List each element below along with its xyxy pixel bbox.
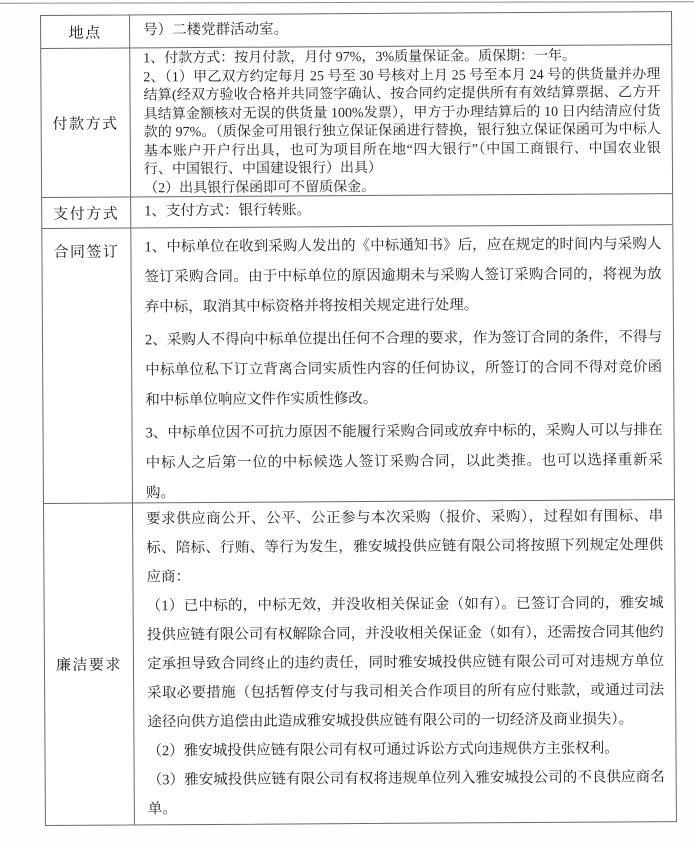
row-header-cell [42,197,131,228]
row-header-label: 地点 [68,25,102,42]
paragraph: 号）二楼党群活动室。 [143,21,289,39]
paragraph: （2）雅安城投供应链有限公司有权可通过诉讼方式向违规供方主张权利。 [147,740,619,760]
paragraph: 要求供应商公开、公平、公正参与本次采购（报价、采购），过程如有围标、串标、陪标、行贿、等行为发生，雅安城投供应链有限公司将按照下列规定处理供应商： [146,508,664,586]
row-content-cell [130,12,671,47]
row-header-cell [42,228,133,503]
paragraph: 3、中标单位因不可抗力原因不能履行采购合同或放弃中标的，采购人可以与排在中标人之后第一位的中标候选人签订采购合同，以此类推。也可以选择重新采购。 [145,422,663,502]
row-content-cell [131,194,672,227]
row-header-cell [44,503,135,825]
previous-row-cut-line [0,1,694,3]
paragraph: （2）出具银行保函即可不留质保金。 [144,179,376,196]
row-header-label: 廉洁要求 [55,657,123,674]
table-row [41,12,671,48]
paragraph: 2、采购人不得向中标单位提出任何不合理的要求，作为签订合同的条件，不得与中标单位私下订立背离合同实质性内容的任何协议，所签订的合同不得对竞价函和中标单位响应文件作实质性修改。 [144,329,663,409]
table-row [44,499,676,825]
paragraph: 1、中标单位在收到采购人发出的《中标通知书》后，应在规定的时间内与采购人签订采购合同。由于中标单位的原因逾期未与采购人签订采购合同的，将视为放弃中标，取消其中标资格并将按相关规定进行处理。 [144,236,662,316]
row-header-label: 合同签订 [53,244,120,261]
paragraph: 2、（1）甲乙双方约定每月 25 号至 30 号核对上月 25 号至本月 24 号的供货量并办理结算(经双方验收合格并共同签字确认、按合同约定提供所有有效结算票据、乙方开具结算金额核对无误的供货量 100%发票），甲方于办理结算后的 10 日内结清应付货款的 97%。（质保金可用银行独立保证保函进行替换，银行独立保证保函可为中标人基本账户开户行出具，也可为项目所在地“四大银行”（中国工商银行、中国农业银行、中国银行、中国建设银行）出具） [143,66,661,178]
table-row [41,44,672,197]
row-header-cell [41,15,130,48]
paragraph: 1、支付方式：银行转账。 [144,202,311,220]
row-content-cell [130,45,672,196]
row-content-cell [131,225,674,502]
row-header-label: 付款方式 [52,116,119,133]
contract-terms-table [40,11,677,826]
paragraph: （3）雅安城投供应链有限公司有权将违规单位列入雅安城投公司的不良供应商名单。 [147,769,665,818]
paragraph: （1）已中标的，中标无效，并没收相关保证金（如有）。已签订合同的，雅安城投供应链有限公司有权解除合同，并没收相关保证金（如有），还需按合同其他约定承担导致合同终止的违约责任，同时雅安城投供应链有限公司可对违规方单位采取必要措施（包括暂停支付与我司相关合作项目的所有应付账款，或通过司法途径向供方追偿由此造成雅安城投供应链有限公司的一切经济及商业损失）。 [146,595,665,731]
row-header-cell [41,48,131,197]
table-row [42,193,672,228]
row-content-cell [133,500,676,824]
table-row [42,224,674,503]
paragraph: 1、付款方式：按月付款，月付 97%，3%质量保证金。质保期：一年。 [143,48,577,67]
row-header-label: 支付方式 [53,206,120,223]
